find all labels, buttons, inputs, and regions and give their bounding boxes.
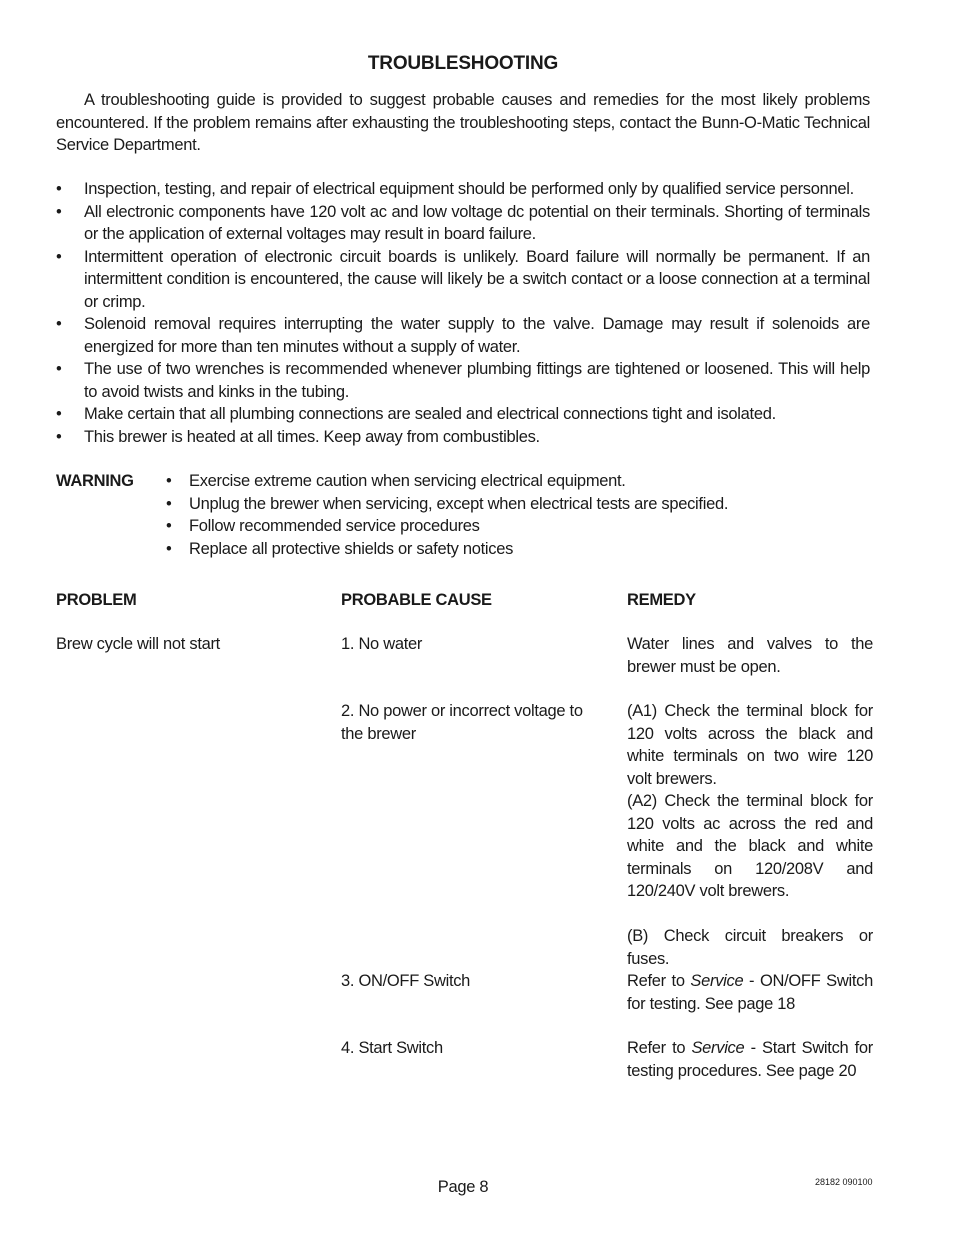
remedy-cell: Refer to Service - Start Switch for testing procedures. See page 20 xyxy=(627,1039,873,1080)
remedy-cell: Water lines and valves to the brewer must be open. xyxy=(627,635,873,676)
bullet-icon: • xyxy=(166,517,172,535)
remedy-cell-a2: (A2) Check the terminal block for 120 volts ac across the red and white and the black and white terminals on 120/208V and 120/240V volt brewers. xyxy=(627,792,873,900)
remedy-cell-b: (B) Check circuit breakers or fuses. xyxy=(627,927,873,968)
remedy-cell: Refer to Service - ON/OFF Switch for testing. See page 18 xyxy=(627,972,873,1013)
list-item: • Make certain that all plumbing connections are sealed and electrical connections tight and isolated. xyxy=(56,403,870,426)
list-item: • Inspection, testing, and repair of electrical equipment should be performed only by qualified service personnel. xyxy=(56,178,870,201)
warning-item: • Exercise extreme caution when servicing electrical equipment. xyxy=(166,470,866,493)
bullet-icon: • xyxy=(56,405,62,423)
list-item: • The use of two wrenches is recommended whenever plumbing fittings are tightened or loosened. This will help to avoid twists and kinks in the tubing. xyxy=(56,360,870,401)
list-item: • This brewer is heated at all times. Keep away from combustibles. xyxy=(56,426,870,449)
bullet-icon: • xyxy=(56,427,62,446)
warning-list xyxy=(166,470,866,560)
bullet-icon: • xyxy=(56,202,62,221)
bullet-icon: • xyxy=(166,472,172,490)
list-item: • Solenoid removal requires interrupting the water supply to the valve. Damage may result if solenoids are energized for more than ten minutes without a supply of water. xyxy=(56,315,870,356)
warning-item: • Follow recommended service procedures xyxy=(166,515,866,538)
intro-paragraph: A troubleshooting guide is provided to suggest probable causes and remedies for the most likely problems encountered. If the problem remains after exhausting the troubleshooting steps, contact the Bunn-O-Matic Technical Service Department. xyxy=(56,91,870,154)
cause-cell: 1. No water xyxy=(341,635,423,653)
page-title: TROUBLESHOOTING xyxy=(367,53,559,74)
problem-cell: Brew cycle will not start xyxy=(56,635,220,653)
bullet-icon: • xyxy=(56,180,62,198)
remedy-cell-a1: (A1) Check the terminal block for 120 volts across the black and white terminals on two wire 120 volt brewers. xyxy=(627,702,873,788)
page-number: Page 8 xyxy=(437,1178,489,1196)
warning-item: • Unplug the brewer when servicing, except when electrical tests are specified. xyxy=(166,493,866,516)
header-probable-cause: PROBABLE CAUSE xyxy=(341,591,492,609)
bullet-icon: • xyxy=(166,494,172,513)
header-problem: PROBLEM xyxy=(56,591,137,609)
bullet-icon: • xyxy=(56,315,62,333)
list-item: • Intermittent operation of electronic circuit boards is unlikely. Board failure will normally be permanent. If an intermittent condition is encountered, the cause will likely be a switch contact or a loose connection at a terminal or crimp. xyxy=(56,247,870,311)
bullet-icon: • xyxy=(56,247,62,266)
document-code: 28182 090100 xyxy=(815,1177,873,1187)
header-remedy: REMEDY xyxy=(627,591,696,609)
list-item: • All electronic components have 120 volt ac and low voltage dc potential on their terminals. Shorting of terminals or the application of external voltages may result in board failure. xyxy=(56,202,870,243)
warning-item: • Replace all protective shields or safety notices xyxy=(166,538,866,561)
cause-cell: 4. Start Switch xyxy=(341,1039,443,1057)
bullet-icon: • xyxy=(56,360,62,378)
precautions-list xyxy=(56,178,870,448)
warning-label: WARNING xyxy=(56,472,134,490)
bullet-icon: • xyxy=(166,539,172,558)
cause-cell: 2. No power or incorrect voltage to the brewer xyxy=(341,702,583,743)
cause-cell: 3. ON/OFF Switch xyxy=(341,972,471,990)
